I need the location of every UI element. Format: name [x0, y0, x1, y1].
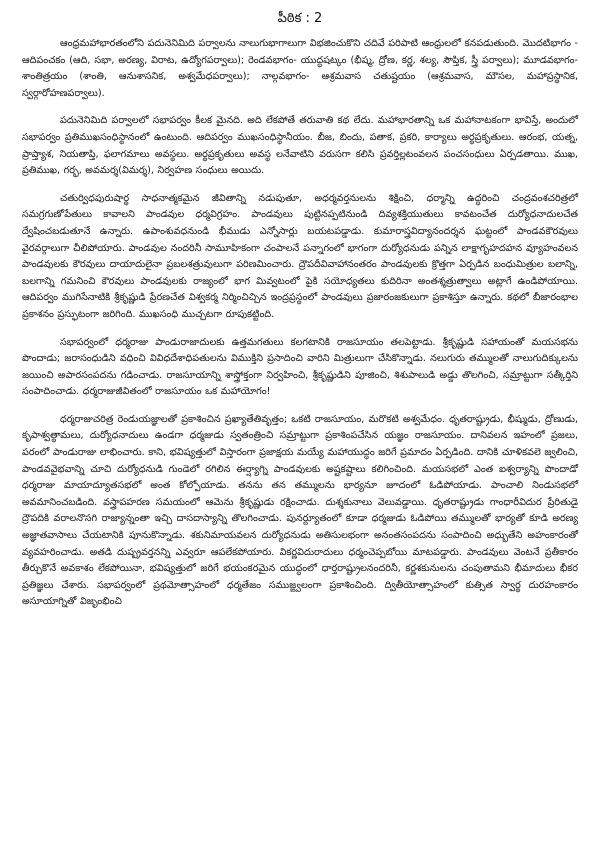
- paragraph-3: చతుర్విధపురుషార్థ సాధనాత్మకమైన జీవితాన్ని నడుపుతూ, అధర్మవర్తనులను శిక్షించి, ధర్మాన్ని ఉద్ధరించి చంద్రవంశచరిత్రలో సమగ్రగుణోపేతులు కావాలని పాండవుల ధర్మవిగ్రహం. పాండవులు పుట్టినప్పటినుండి దివ్యశక్తియుతులు కావటంచేత దుర్యోధనాదులచేత ద్వేషించబడుతూనే ఉన్నారు. ఉపాంశువధనుండి భీముడు ఎన్నోసార్లు బయటపడ్డాడు. కుమారాస్త్రవిద్యానందర్శన ఘట్టంలో పాండవకౌరవులు వైరవర్గాలుగా చీలిపోయారు. పాండవుల నందరినీ సామూహికంగా చంపాలనే పన్నాగంలో భాగంగా దుర్యోధనుడు పన్నిన లాక్షాగృహదహన వ్యూహంవలన పాండవులకు కౌరవులు దాయాదులైనా ప్రబలశత్రువులుగా పరిణమించారు. ద్రౌపదీవివాహానంతరం పాండవులకు క్రొత్తగా ఏర్పడిన బంధుమిత్రుల బలాన్ని, బలగాన్ని గమనించి కౌరవులు పాండవులకు రాజ్యంలో భాగ మివ్వటంలో పైకి సయోధ్యతలు కుదిరినా అంతశ్శత్రుత్వాలు అట్లాగే ఉండిపోయాయి. ఆదిపర్వం ముగిసేనాటికి శ్రీకృష్ణుడి ప్రేరణచేత విశ్వకర్మ నిర్మించిచ్చిన ఇంద్రప్రస్థంలో పాండవులు ప్రజారంజకులుగా ప్రకాశిస్తూ ఉన్నారు. కథలో బీజారంభాల ప్రకాశనం ప్రస్ఫుటంగా జరిగింది. ముఖసంధి ముచ్చటగా రూపుకట్టింది.: [22, 192, 578, 320]
- paragraph-1: ఆంధ్రమహాభారతంలోని పదునెనిమిది పర్వాలను నాలుగుభాగాలుగా విభజించుకొని చదివే పరిపాటి ఆంధ్రులలో కనపడుతుంది. మొదటిభాగం - ఆదిపంచకం (ఆది, సభా, అరణ్య, విరాట, ఉద్యోగపర్వాలు); రెండవభాగం- యుద్ధషట్కం (భీష్మ, ద్రోణ, కర్ణ, శల్య, సౌప్తిక, స్త్రీ పర్వాలు); మూడవభాగం- శాంతిత్రయం (శాంతి, ఆనుశాసనిక, అశ్వమేధపర్వాలు); నాల్గవభాగం- ఆశ్రమవాస చతుష్టయం (ఆశ్రమవాస, మౌసల, మహాప్రస్థానిక, స్వర్గారోహణపర్వాలు).: [22, 38, 578, 99]
- page-header: పీఠిక : 2: [277, 11, 323, 26]
- paragraph-2: పదునెనిమిది పర్వాలలో సభాపర్వం కీలక మైనది. అది లేకపోతే తరువాతి కథ లేదు. మహాభారతాన్ని ఒక మహానాటకంగా భావిస్తే, అందులో సభాపర్వం ప్రతిముఖసంధిస్థానంలో ఉంటుంది. ఆదిపర్వం ముఖసంధిస్థానీయం. బీజ, బిందు, పతాక, ప్రకరి, కార్యాలు అర్థప్రకృతులు. ఆరంభ, యత్న, ప్రాప్త్యాశ, నియతాప్తి, ఫలాగమాలు అవస్థలు. అర్థప్రకృతులు అవస్థ లనేవాటిని వరుసగా కలిసి ప్రవర్తిల్లటంవలన పంచసంధులు ఏర్పడతాయి. ముఖ, ప్రతిముఖ, గర్భ, అవమర్శ(విమర్శ), నిర్వహణ సంధులు అయిదు.: [22, 115, 578, 177]
- paragraph-5: ధర్మరాజుచరిత్ర రెండుయజ్ఞాలతో ప్రకాశించిన ప్రఖ్యాతేతివృత్తం; ఒకటి రాజసూయం, మరొకటి అశ్వమేధం. ధృతరాష్ట్రుడు, భీష్ముడు, ద్రోణుడు, కృపాశ్వత్థామలు, దుర్యోధనాదులు ఉండగా ధర్మజుడు స్వతంత్రించి సమ్రాట్టుగా ప్రకాశింపచేసిన యజ్ఞం రాజసూయం. దానివలన ఇహంలో ప్రజలు, పరంలో పాండురాజు లాభించారు. కాని, భవిష్యత్తులో విస్తారంగా ప్రజాక్షయ మయ్యే మహాయుద్ధం జరిగే ప్రమాదం ఏర్పడింది. దానికి చూళికవలె జ్వలించి, పాండవవైభవాన్ని చూచి దుర్యోధనుడి గుండెలో రగిలిన ఈర్ష్యాగ్ని పాండవులకు అష్టకష్టాలు కలిగించింది. మయసభలో ఎంత ఐశ్వర్యాన్ని పొందాడో ధర్మరాజు మాయాద్యూతసభలో అంత కోల్పోయాడు. తనను తన తమ్ములను భార్యనూ జూదంలో ఓడిపోయాడు. పాంచాలి నిండుసభలో అవమానించబడింది. వస్త్రాపహరణ సమయంలో ఆమెను శ్రీకృష్ణుడు రక్షించాడు. దుశ్శకునాలు వెలువడ్డాయి. ధృతరాష్ట్రుడు గాంధారీవిదుర ప్రేరితుడై ద్రౌపదికి వరాలనొసగి రాజ్యాన్నంతా ఇచ్చి దాసదాస్యాన్ని తొలగించాడు. పునర్ద్యూతంలో కూడా ధర్మజుడు ఓడిపోయి తమ్ములతో భార్యతో కూడి అరణ్య అజ్ఞాతవాసాలు చేయటానికి పూనుకొన్నాడు. శకునిమాయవలన దుర్యోధనుడు అతిసులభంగా అనంతసంపదను సంపాదించి అధ్భుతేని అహంకారంతో వ్యవహరించాడు. అతడి దుష్ప్రవర్తనన్ని ఎవ్వరూ ఆపలేకపోయారు. వికర్ణవిదురాదులు ధర్మంచెప్పబోయి మాటపడ్డారు. పాండవులు వెంటనే ప్రతీకారం తీర్చుకొనే అవకాశం లేకపోయినా, భవిష్యత్తులో జరిగే భయంకరమైన యుద్ధంలో ధార్తరాష్ట్రులనందరినీ, కర్ణశకునులను చంపుతామని భీమాదులు భీకర ప్రతిజ్ఞలు చేశారు. సభాపర్వంలో ప్రథమోత్సాహంలో ధర్మతేజం సముజ్జ్వలంగా ప్రకాశించింది. ద్వితీయోత్సాహంలో కుత్సిత స్వార్థ దురహంకారం అసూయాగ్నితో విజృంభించి: [22, 413, 578, 608]
- paragraph-4: సభాపర్వంలో ధర్మరాజు పాండురాజాదులకు ఉత్తమగతులు కలగటానికి రాజసూయం తలపెట్టాడు. శ్రీకృష్ణుడి సహాయంతో మయసభను పొందాడు; జరాసంధుడిని వధించి వివిధదేశాధిపతులను విముక్తిని ప్రసాదించి వారిని మిత్రులుగా చేసికొన్నాడు. నలుగురు తమ్ములతో నాలుగుదిక్కులను జయించి అపారసంపదను గడించాడు. రాజసూయాన్ని శాస్త్రోక్తంగా నిర్వహించి, శ్రీకృష్ణుడిని పూజించి, శిశుపాలుడి అడ్డు తొలగించి, సమ్రాట్టుగా సత్కీర్తిని సంపాదించాడు. ధర్మరాజుజీవితంలో రాజసూయం ఒక మహాయోగం!: [22, 336, 578, 398]
